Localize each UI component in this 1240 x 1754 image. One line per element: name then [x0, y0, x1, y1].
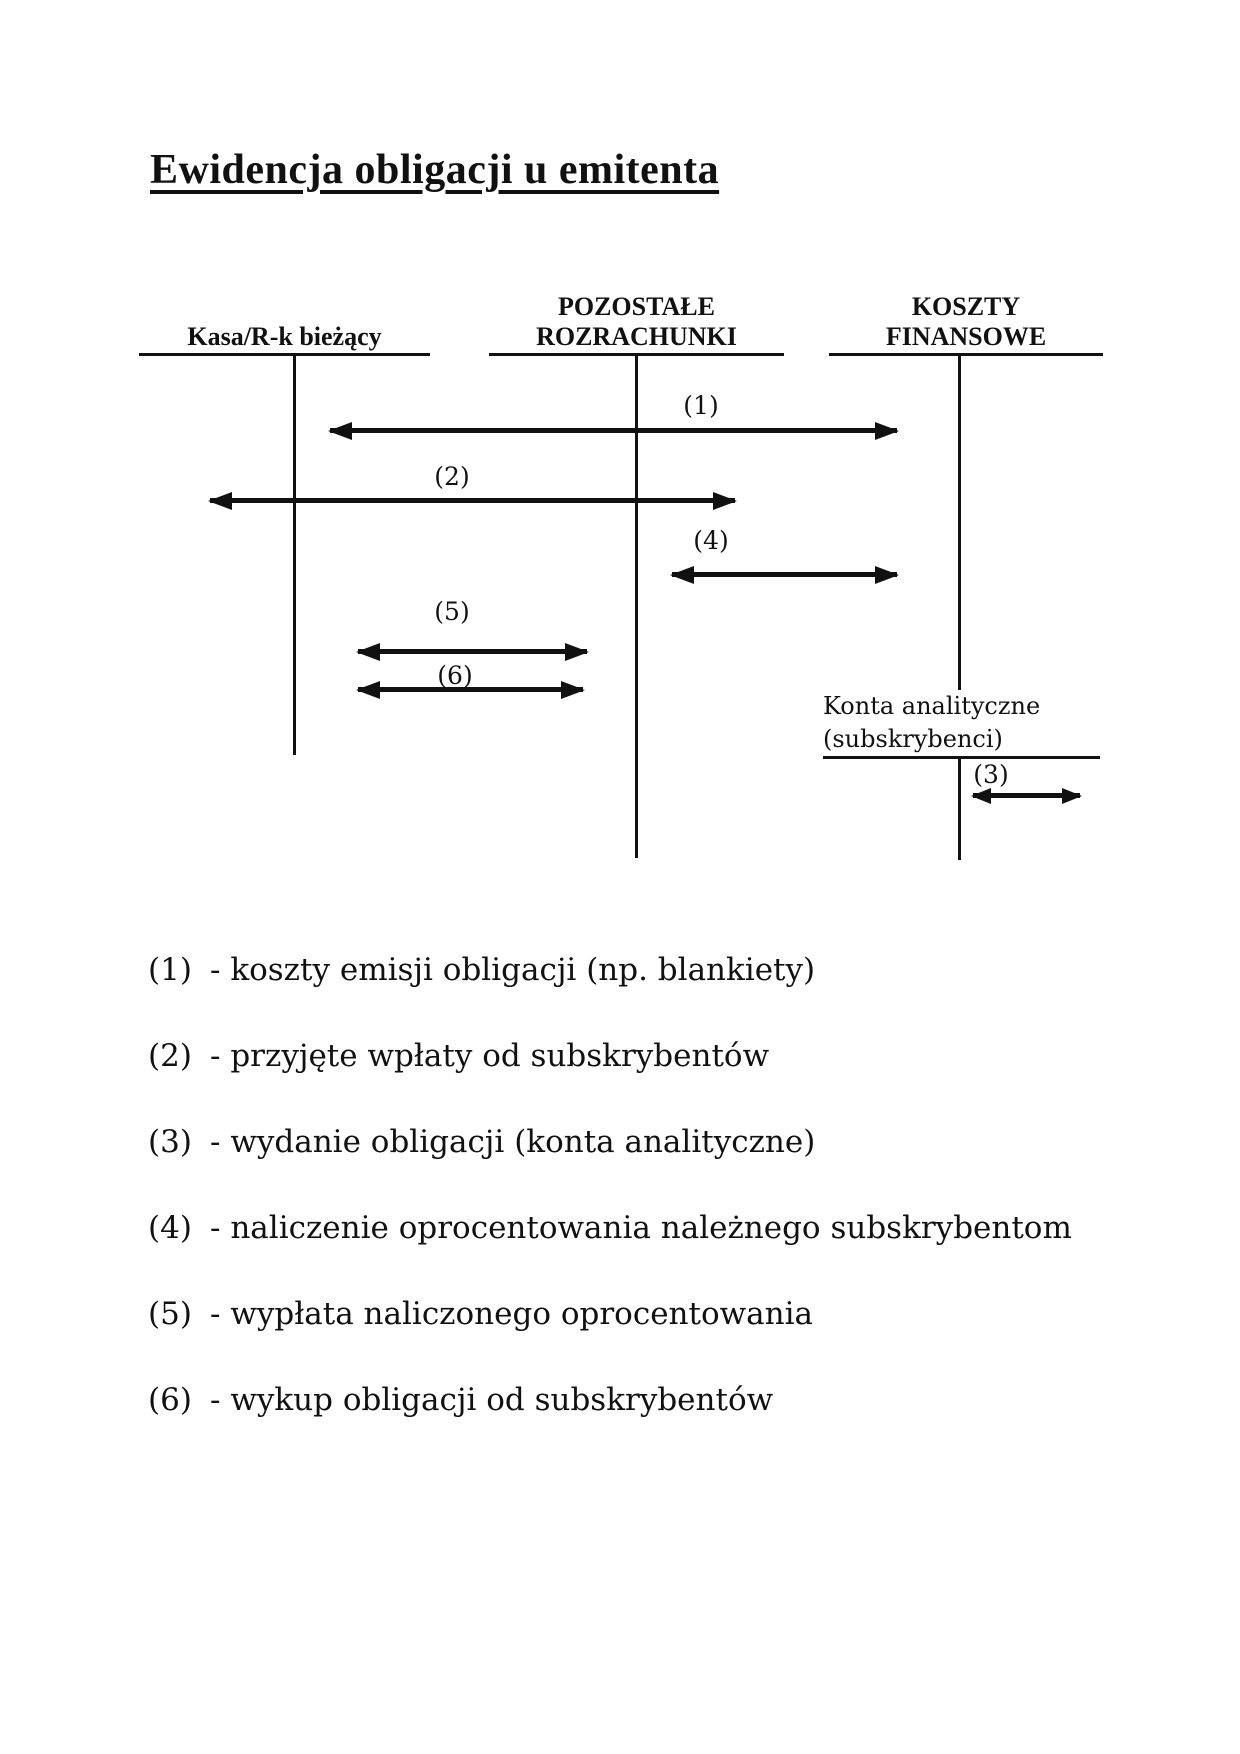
flow-label-1: (1): [683, 391, 719, 420]
flow-label-6: (6): [437, 661, 473, 690]
legend-item-text: - koszty emisji obligacji (np. blankiety): [210, 952, 816, 988]
account-label-konta-analityczne: [823, 690, 1041, 756]
legend-item-number: (1): [148, 952, 192, 988]
flow-arrow-4: [672, 572, 897, 577]
legend-item: [148, 1380, 1072, 1420]
legend-item: [148, 1036, 1072, 1076]
flow-arrow-3: [973, 793, 1080, 798]
account-label-kasa: [139, 322, 430, 352]
flow-arrow-5: [358, 649, 587, 654]
account-stem-kasa: [293, 354, 296, 755]
flow-label-5: (5): [434, 597, 470, 626]
account-topline-kasa: [139, 353, 430, 356]
page-title: Ewidencja obligacji u emitenta: [150, 147, 720, 193]
account-label-pozostale-rozrachunki: [489, 292, 784, 352]
legend-item-number: (5): [148, 1296, 192, 1332]
legend: [148, 950, 1072, 1466]
account-name-line: (subskrybenci): [823, 725, 1003, 753]
flow-arrow-1: [330, 428, 897, 433]
legend-item: [148, 1294, 1072, 1334]
flow-label-4: (4): [693, 526, 729, 555]
legend-item-text: - przyjęte wpłaty od subskrybentów: [210, 1038, 770, 1074]
legend-item-text: - wydanie obligacji (konta analityczne): [210, 1124, 816, 1160]
legend-item-number: (2): [148, 1038, 192, 1074]
flow-label-2: (2): [434, 462, 470, 491]
legend-item-text: - wykup obligacji od subskrybentów: [210, 1382, 774, 1418]
account-topline-koszty-finansowe: [829, 353, 1103, 356]
account-topline-konta-analityczne: [823, 756, 1100, 759]
legend-item-text: - naliczenie oprocentowania należnego subskrybentom: [210, 1210, 1072, 1246]
account-name-line: KOSZTY: [911, 292, 1021, 321]
account-name-line: Kasa/R-k bieżący: [187, 322, 382, 351]
legend-item-number: (3): [148, 1124, 192, 1160]
legend-item-text: - wypłata naliczonego oprocentowania: [210, 1296, 814, 1332]
account-name-line: ROZRACHUNKI: [536, 322, 737, 351]
legend-item-number: (4): [148, 1210, 192, 1246]
legend-item: [148, 950, 1072, 990]
account-name-line: FINANSOWE: [885, 322, 1047, 351]
legend-item: [148, 1122, 1072, 1162]
flow-label-3: (3): [973, 760, 1009, 789]
account-label-koszty-finansowe: [829, 292, 1103, 352]
account-name-line: Konta analityczne: [823, 692, 1041, 720]
flow-arrow-2: [210, 498, 735, 503]
legend-item-number: (6): [148, 1382, 192, 1418]
account-name-line: POZOSTAŁE: [557, 292, 715, 321]
legend-item: [148, 1208, 1072, 1248]
